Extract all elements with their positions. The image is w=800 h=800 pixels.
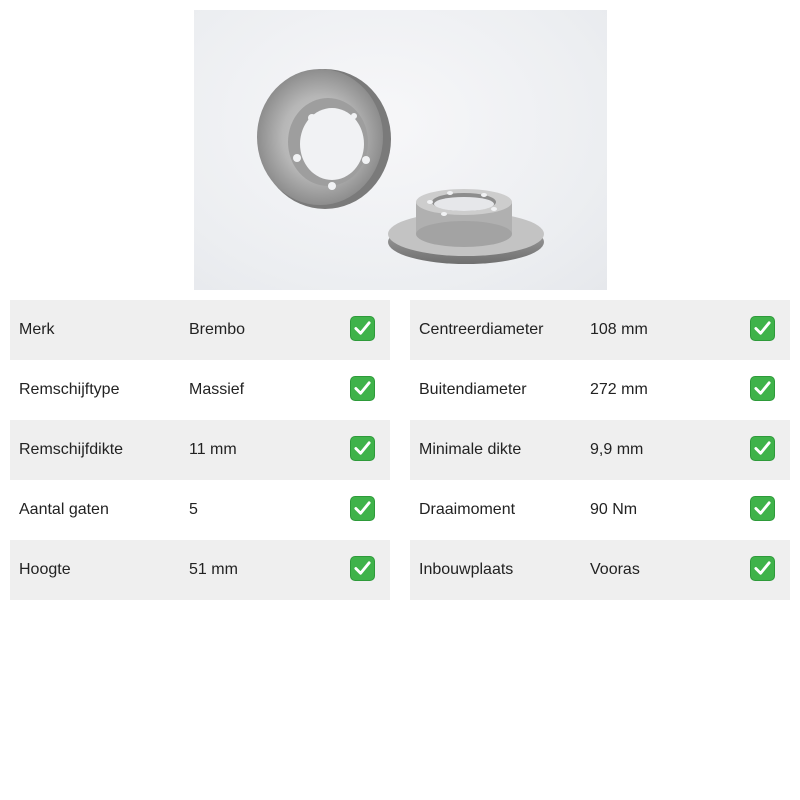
specs-table-left [10, 300, 390, 600]
check-mark-icon [350, 376, 375, 401]
spec-label: Draaimoment [419, 501, 516, 518]
check-mark-icon [750, 436, 775, 461]
spec-label: Inbouwplaats [419, 561, 514, 578]
spec-label: Merk [19, 321, 55, 338]
spec-row [410, 480, 790, 540]
spec-label: Centreerdiameter [419, 321, 544, 338]
spec-value: Massief [189, 381, 245, 398]
spec-value: Brembo [189, 321, 246, 338]
spec-row [410, 420, 790, 480]
spec-row [10, 540, 390, 600]
spec-value: Vooras [590, 561, 640, 578]
brake-disc-image [194, 10, 607, 290]
spec-row [10, 300, 390, 360]
spec-row [410, 540, 790, 600]
check-mark-icon [750, 496, 775, 521]
product-image [194, 10, 607, 290]
spec-value: 272 mm [590, 381, 648, 398]
spec-label: Hoogte [19, 561, 71, 578]
spec-value: 108 mm [590, 321, 648, 338]
check-mark-icon [750, 556, 775, 581]
spec-label: Minimale dikte [419, 441, 522, 458]
spec-row [10, 420, 390, 480]
spec-value: 9,9 mm [590, 441, 644, 458]
check-mark-icon [350, 556, 375, 581]
spec-row [410, 300, 790, 360]
check-mark-icon [750, 376, 775, 401]
spec-value: 5 [189, 501, 198, 518]
spec-label: Remschijfdikte [19, 441, 124, 458]
spec-label: Aantal gaten [19, 501, 109, 518]
spec-row [10, 360, 390, 420]
check-mark-icon [350, 496, 375, 521]
spec-label: Buitendiameter [419, 381, 527, 398]
spec-label: Remschijftype [19, 381, 120, 398]
specs-table-right [410, 300, 790, 600]
spec-value: 90 Nm [590, 501, 638, 518]
spec-row [410, 360, 790, 420]
check-mark-icon [350, 436, 375, 461]
spec-row [10, 480, 390, 540]
check-mark-icon [750, 316, 775, 341]
spec-value: 51 mm [189, 561, 238, 578]
check-mark-icon [350, 316, 375, 341]
spec-value: 11 mm [189, 441, 237, 458]
